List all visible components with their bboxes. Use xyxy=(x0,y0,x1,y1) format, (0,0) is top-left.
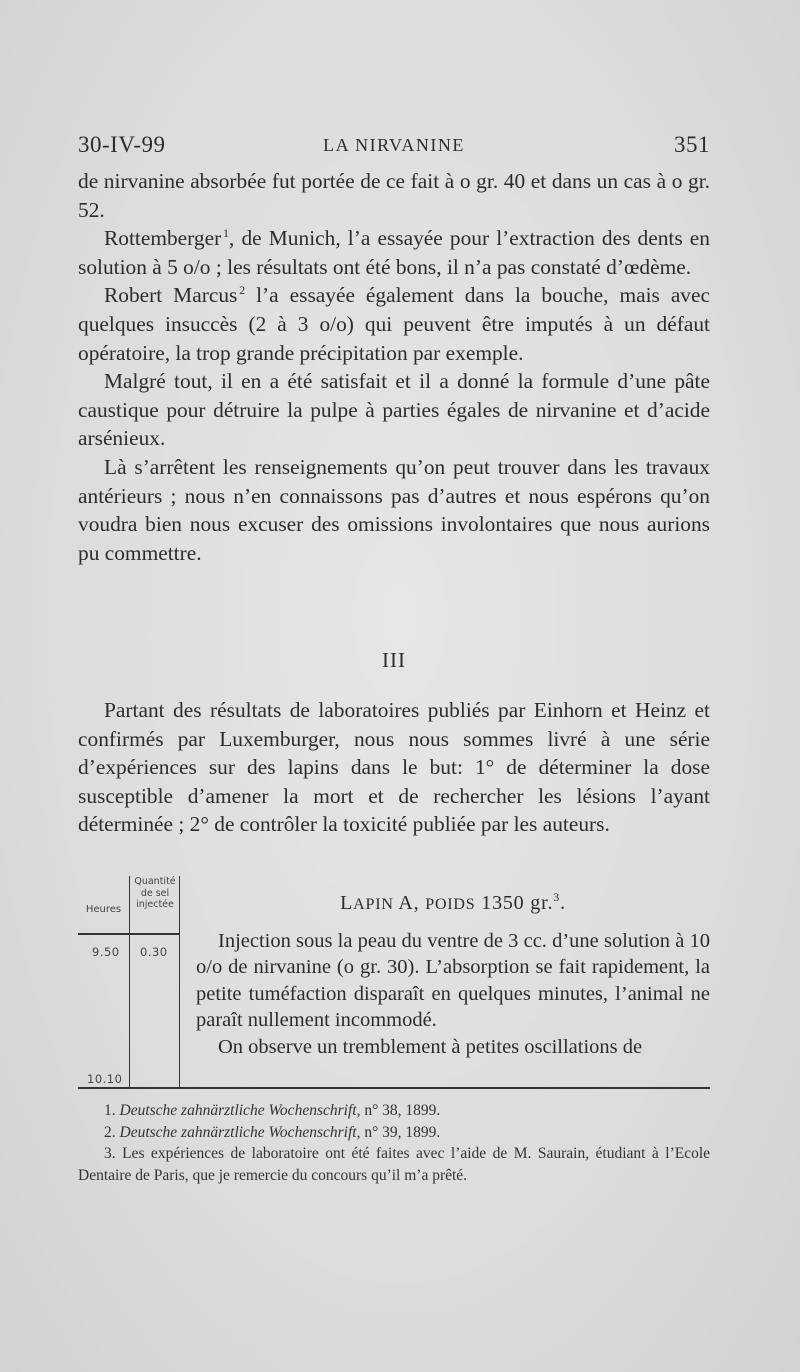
footnote-ref-1: 1 xyxy=(223,226,230,241)
paragraph-6: Partant des résultats de laboratoires publiés par Einhorn et Heinz et confirmés par Luxemburger, nous nous sommes livré à une série d’expériences sur des lapins dans le but: 1° de déterminer la dose susceptible d’amener la mort et de rechercher les lésions l’ayant déterminée ; 2° de contrôler la toxicité publiée par les auteurs. xyxy=(78,698,710,837)
table-cell-heure: 10.10 xyxy=(87,1072,123,1086)
experiment-block xyxy=(196,890,710,1060)
paragraph-1: de nirvanine absorbée fut portée de ce fait à o gr. 40 et dans un cas à o gr. 52. xyxy=(78,169,710,222)
footnote-3: 3. Les expériences de laboratoire ont été faites avec l’aide de M. Saurain, étudiant à l’Ecole Dentaire de Paris, que je remercie du concours qu’il m’a prêté. xyxy=(78,1145,711,1184)
paragraph-5: Là s’arrêtent les renseignements qu’on peut trouver dans les travaux antérieurs ; nous n’en connaissons pas d’autres et nous espérons qu’on voudra bien nous excuser des omissions involontaires que nous aurions pu commettre. xyxy=(78,454,710,565)
footnote-2: 2. Deutsche zahnärztliche Wochenschrift, n° 39, 1899. xyxy=(104,1123,441,1141)
main-text xyxy=(78,167,710,567)
page-number: 351 xyxy=(674,132,710,157)
table-header-quantite: Quantité de sel injectée xyxy=(134,876,176,910)
footnotes xyxy=(78,1100,710,1186)
running-title: LA NIRVANINE xyxy=(323,135,465,155)
author-name: Rottemberger xyxy=(104,226,222,251)
paragraph-4: Malgré tout, il en a été satisfait et il a donné la formule d’une pâte caustique pour détruire la pulpe à parties égales de nirvanine et d’acide arsénieux. xyxy=(78,369,710,451)
footnote-1: 1. Deutsche zahnärztliche Wochenschrift, n° 38, 1899. xyxy=(104,1102,441,1119)
experiment-paragraph-2: On observe un tremblement à petites oscillations de xyxy=(218,1035,643,1058)
experiment-title: LAPIN A, POIDS 1350 gr.$^3$. xyxy=(340,890,566,914)
dose-table xyxy=(78,876,180,1088)
section-heading: III xyxy=(382,648,406,672)
footnote-rule xyxy=(78,1087,710,1089)
paragraph-2: Rottemberger $^1$, de Munich, l’a essayée pour l’extraction des dents en solution à 5 o/o ; les résultats ont été bons, il n’a pas constaté d’œdème. xyxy=(78,226,710,279)
footnote-ref-2: 2 xyxy=(239,283,246,298)
table-header-rule xyxy=(78,933,180,935)
author-name: Robert Marcus xyxy=(104,283,238,308)
table-header-heures: Heures xyxy=(85,904,122,915)
paragraph-3: Robert Marcus $^2$ l’a essayée également dans la bouche, mais avec quelques insuccès (2 à 3 o/o) qui peuvent être imputés à un défaut opératoire, la trop grande précipitation par exemple. xyxy=(78,283,710,365)
footnote-ref-3: 3 xyxy=(553,890,561,904)
section-text xyxy=(78,696,710,839)
table-cell-quantite: 0.30 xyxy=(140,945,168,959)
running-head xyxy=(78,132,710,162)
issue-date: 30-IV-99 xyxy=(78,132,166,157)
experiment-paragraph-1: Injection sous la peau du ventre de 3 cc. d’une solution à 10 o/o de nirvanine (o gr. 30). L’absorption se fait rapidement, la petite tuméfaction disparaît en quelques minutes, l’animal ne paraît nullement incommodé. xyxy=(196,929,710,1031)
table-cell-heure: 9.50 xyxy=(92,945,120,959)
